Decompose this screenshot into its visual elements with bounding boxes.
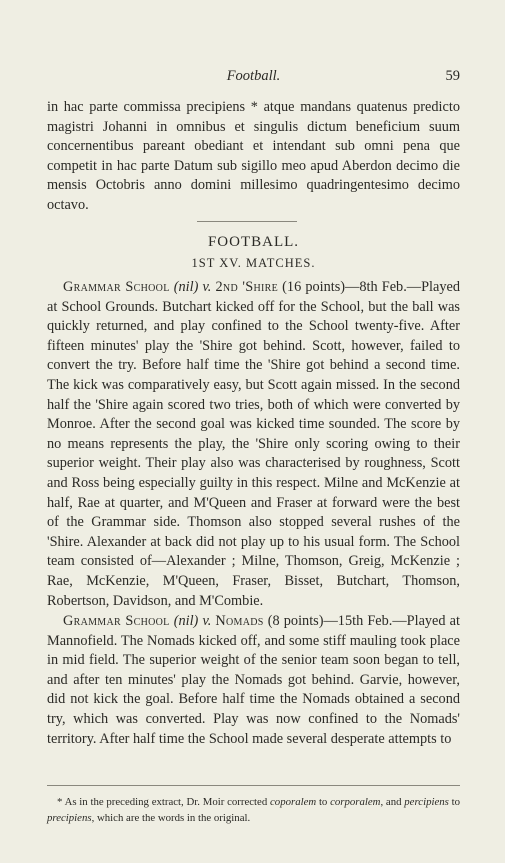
footnote-word-3: percipiens [404, 796, 449, 808]
match-report-1 [47, 278, 460, 611]
footnote-text-3: , and [380, 796, 402, 808]
match-2-score-a: (nil) [173, 613, 199, 629]
match-1-body: —Played at School Grounds. Butchart kicked off for the School, but the ball was quickly returned, and play confined to the School twenty-five. After fifteen minutes' play the 'Shire got behind. Scott, however, failed to convert the try. Before half time the 'Shire got behind a second time. The kick was comparatively easy, but Scott again missed. In the second half the 'Shire again scored two tries, both of which were converted by Monroe. After the second goal was kicked time sounded. The score by no means represents the play, the 'Shire only scoring owing to their superior weight. Their play also was characterised by roughness, Scott and Ross being especially guilty in this respect. Milne and McKenzie at half, Rae at quarter, and M'Queen and Fraser at forward were the best of the Grammar side. Thomson also stopped several rushes of the 'Shire. Alexander at back did not play up to his usual form. The School team consisted of—Alexander ; Milne, Thomson, Greig, McKenzie ; Rae, McKenzie, M'Queen, Fraser, Bisset, Butchart, Thomson, Robertson, Davidson, and M'Combie. [47, 279, 460, 609]
footnote [47, 794, 460, 826]
subsection-title: 1ST XV. MATCHES. [191, 256, 316, 270]
match-2-team-b: Nomads [215, 613, 264, 629]
footnote-word-1: coporalem [270, 796, 317, 808]
section-divider [197, 221, 297, 222]
section-title: FOOTBALL. [207, 234, 300, 250]
match-2-team-a: Grammar School [63, 613, 170, 629]
page-number: 59 [445, 68, 460, 84]
match-2-body: —Played at Mannofield. The Nomads kicked off, and some stiff mauling took place in mid field. The superior weight of the senior team soon began to tell, and after ten minutes' play the Nomads got behind. Garvie, however, did not kick the goal. Before half time the Nomads obtained a second try, which was converted. Play was now confined to the Nomads' territory. After half time the School made several desperate attempts to [47, 613, 460, 747]
footnote-text-1: As in the preceding extract, Dr. Moir corrected [64, 796, 268, 808]
footnote-marker: * [57, 796, 63, 808]
match-1-team-b: 2nd 'Shire [215, 279, 279, 295]
match-1-team-a: Grammar School [63, 279, 170, 295]
footnote-text-4: to [451, 796, 461, 808]
footnote-divider [47, 785, 460, 786]
match-2-score-date: (8 points)—15th Feb. [267, 613, 393, 629]
match-1-versus: v. [202, 279, 212, 295]
latin-paragraph: in hac parte commissa precipiens * atque mandans quatenus predicto magistri Johanni in omnibus et singulis dictum beneficium suum concernentibus pareant obediant et intendant sub omni pena que competit in hac parte Datum sub sigillo meo apud Aberdon decimo die mensis Octobris anno domini millesimo quadringentesimo decimo octavo. [47, 99, 460, 213]
match-2-versus: v. [202, 613, 212, 629]
match-1-score-a: (nil) [173, 279, 199, 295]
running-header [47, 68, 460, 88]
match-report-2 [47, 612, 460, 749]
footnote-text-5: , which are the words in the original. [91, 812, 251, 824]
match-1-score-date: (16 points)—8th Feb. [282, 279, 407, 295]
footnote-text-2: to [318, 796, 328, 808]
footnote-word-4: precipiens [47, 812, 92, 824]
footnote-word-2: corporalem [330, 796, 381, 808]
running-title: Football. [226, 68, 281, 84]
